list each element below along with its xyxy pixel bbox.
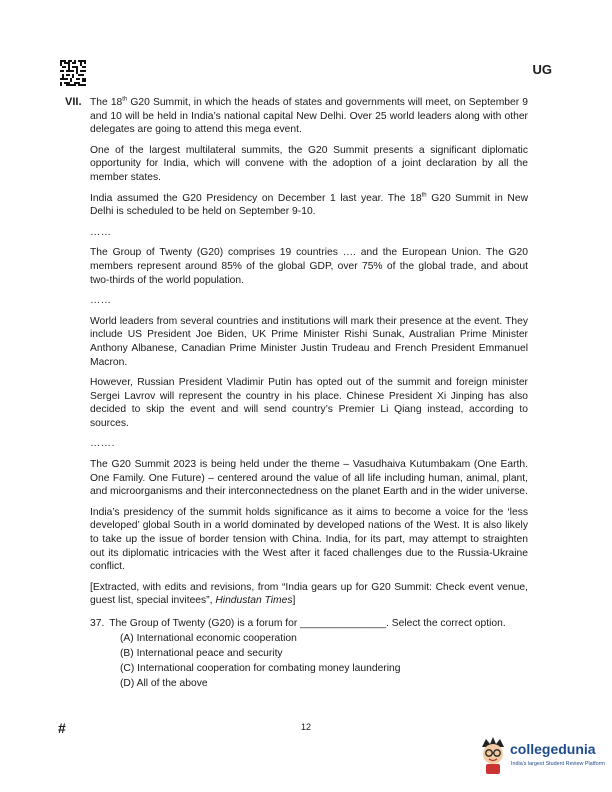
passage-paragraph: The 18th G20 Summit, in which the heads of states and governments will meet, on September 9 and 10 will be held in India’s national capital New Delhi. Over 25 world leaders along with other delegates are going to attend this mega event. (90, 96, 528, 136)
section-number: VII. (65, 96, 82, 108)
passage-paragraph: India’s presidency of the summit holds significance as it aims to become a voice for the ‘less developed’ global South in a world dominated by developed nations of the West. It is also likely to take up the issue of border tension with China. India, for its part, may attempt to straighten out its diplomatic intricacies with the West after it faced challenges due to the Russia-Ukraine conflict. (90, 506, 528, 573)
option-label: (D) (120, 678, 135, 689)
question-stem (90, 616, 528, 631)
series-code: UG (532, 62, 552, 77)
option-item (120, 646, 528, 661)
option-label: (C) (120, 663, 135, 674)
passage-paragraph: The G20 Summit 2023 is being held under the theme – Vasudhaiva Kutumbakam (One Earth. One Family. One Future) – centered around the value of all life including human, animal, plant, and microorganisms and their interconnectedness on the planet Earth and in the wider universe. (90, 459, 528, 498)
brand-name: collegedunia (510, 741, 596, 757)
option-text: International economic cooperation (136, 633, 297, 644)
qr-code-icon (60, 60, 86, 86)
source-suffix: ] (292, 595, 296, 607)
passage-paragraphs (90, 96, 528, 574)
passage-paragraph: One of the largest multilateral summits, the G20 Summit presents a significant diplomatic opportunity for India, which will convene with the adoption of a joint declaration by all the member states. (90, 144, 528, 183)
passage-paragraph: …… (90, 295, 112, 307)
source-prefix: [Extracted, with edits and revisions, from “India gears up for G20 Summit: Check event venue, guest list, special invitees”, (90, 581, 528, 607)
passage-paragraph: India assumed the G20 Presidency on December 1 last year. The 18th G20 Summit in New Delhi is scheduled to be held on September 9-10. (90, 192, 529, 218)
passage (90, 96, 528, 691)
option-label: (B) (120, 648, 134, 659)
brand-tagline: India's largest Student Review Platform (511, 761, 605, 767)
hash-mark: # (58, 720, 66, 736)
page-number: 12 (300, 722, 311, 732)
options-list (90, 631, 528, 691)
passage-paragraph: …… (90, 226, 112, 238)
option-item (120, 676, 528, 691)
source-citation (90, 581, 528, 608)
mascot-icon (478, 735, 508, 775)
passage-paragraph: The Group of Twenty (G20) comprises 19 countries …. and the European Union. The G20 members represent around 85% of the global GDP, over 75% of the global trade, and about two-thirds of the world population. (90, 247, 528, 286)
passage-paragraph: ……. (90, 438, 115, 450)
option-text: All of the above (136, 678, 208, 689)
passage-paragraph: However, Russian President Vladimir Putin has opted out of the summit and foreign minister Sergei Lavrov will represent the country in his place. Chinese President Xi Jinping has also decided to skip the event and will send country’s Premier Li Qiang instead, according to sources. (90, 377, 528, 429)
option-item (120, 661, 528, 676)
option-text: International cooperation for combating money laundering (137, 663, 401, 674)
option-text: International peace and security (136, 648, 283, 659)
brand-logo (478, 735, 606, 775)
question-block (90, 616, 528, 691)
question-number: 37. (90, 618, 105, 629)
passage-paragraph: World leaders from several countries and institutions will mark their presence at the event. They include US President Joe Biden, UK Prime Minister Rishi Sunak, Australian Prime Minister Anthony Albanese, Canadian Prime Minister Justin Trudeau and French President Emmanuel Macron. (90, 315, 528, 368)
question-text: The Group of Twenty (G20) is a forum for _______________. Select the correct option. (109, 618, 506, 629)
option-item (120, 631, 528, 646)
option-label: (A) (120, 633, 134, 644)
source-publication: Hindustan Times (215, 595, 293, 607)
